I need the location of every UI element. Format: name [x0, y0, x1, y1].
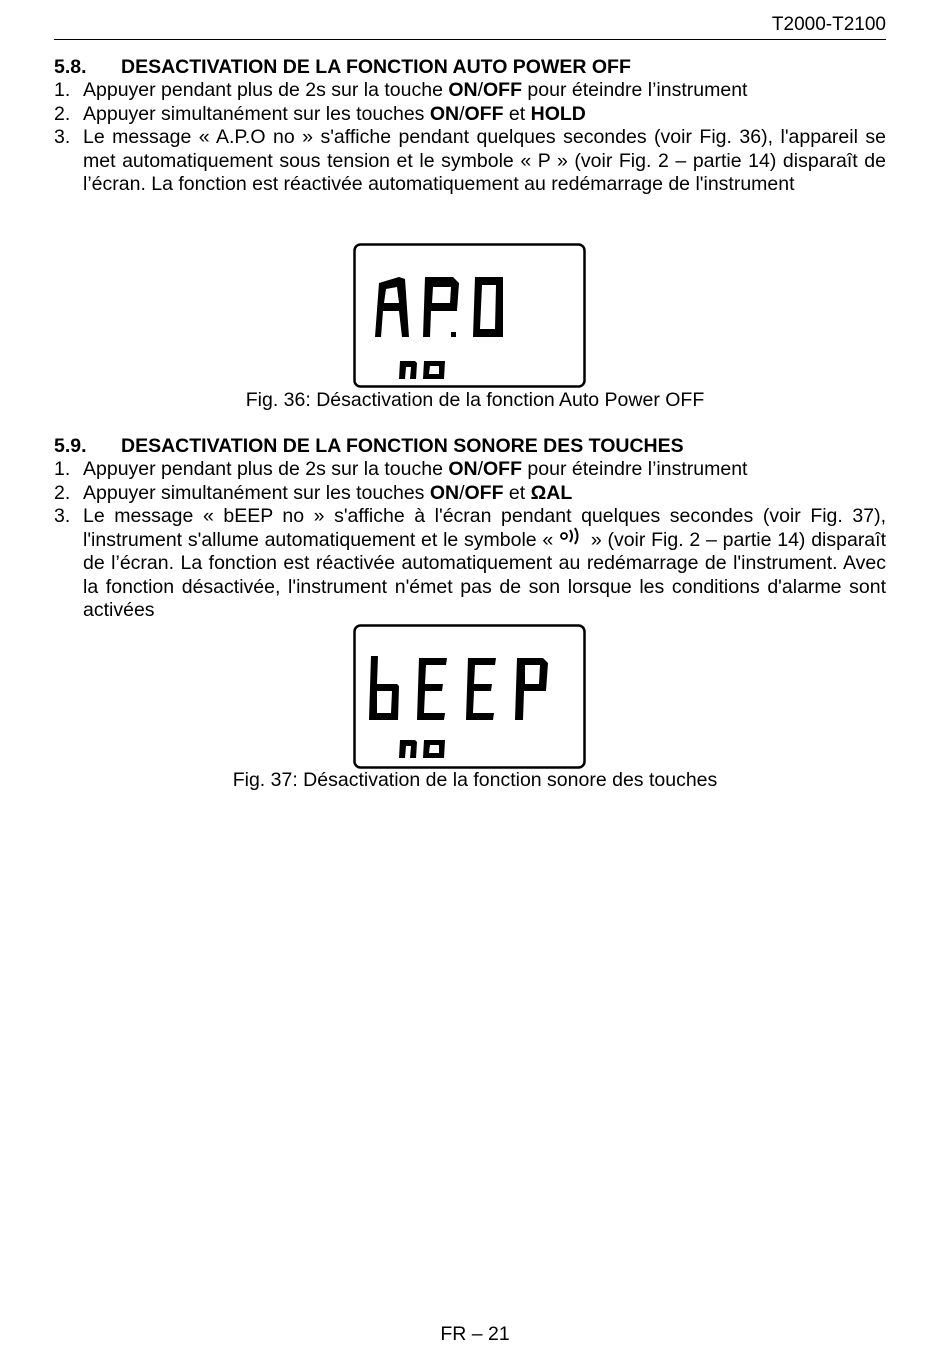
item-text: Appuyer simultanément sur les touches [83, 481, 430, 504]
document-reference: T2000-T2100 [771, 14, 886, 35]
list-item [54, 505, 886, 623]
section-5-8 [54, 55, 886, 197]
list-item [54, 458, 886, 482]
key-on: ON [429, 481, 460, 504]
item-text: et [503, 102, 531, 125]
item-text: » (voir Fig. 2 – partie 14) disparaît de l’écran. La fonction est réactivée automatiquement au redémarrage de l'instrument. Avec la fonction désactivée, l'instrument n'émet pas de son lorsque les conditions d'alarme sont activées [83, 528, 886, 621]
item-text: Appuyer simultanément sur les touches [83, 102, 430, 125]
section-5-9 [54, 434, 886, 623]
figure-caption-37: Fig. 37: Désactivation de la fonction sonore des touches [232, 769, 718, 791]
section-heading: DESACTIVATION DE LA FONCTION AUTO POWER OFF [121, 56, 631, 78]
key-ohm-al: ΩAL [530, 481, 573, 504]
section-number: 5.8. [54, 56, 87, 78]
item-text: et [503, 481, 531, 504]
key-on: ON [448, 79, 478, 101]
list-item [54, 482, 886, 506]
lcd-display-beep [353, 624, 586, 769]
instruction-list [54, 458, 886, 623]
item-text: Le message « A.P.O no » s'affiche pendant quelques secondes (voir Fig. 36), l'appareil se met automatiquement sous tension et le symbole « P » (voir Fig. 2 – partie 14) disparaît de l’écran. La fonction est réactivée automatiquement au redémarrage de l'instrument [83, 126, 886, 195]
separator: / [459, 102, 465, 125]
item-text: Appuyer pendant plus de 2s sur la touche [83, 79, 449, 101]
section-title [54, 434, 886, 458]
item-text: pour éteindre l’instrument [522, 458, 748, 480]
section-number: 5.9. [54, 435, 87, 457]
item-number: 1. [54, 458, 71, 480]
item-number: 2. [54, 102, 71, 125]
item-number: 3. [54, 505, 71, 527]
list-item [54, 79, 886, 103]
separator: / [477, 79, 484, 101]
list-item [54, 103, 886, 127]
list-item [54, 126, 886, 197]
buzzer-icon [559, 526, 585, 548]
lcd-frame [355, 245, 585, 387]
key-hold: HOLD [530, 102, 586, 125]
key-off: OFF [483, 79, 523, 101]
item-text: Appuyer pendant plus de 2s sur la touche [83, 458, 449, 480]
section-heading: DESACTIVATION DE LA FONCTION SONORE DES TOUCHES [121, 435, 684, 457]
document-header [54, 14, 886, 40]
separator: / [477, 458, 484, 480]
key-on: ON [429, 102, 460, 125]
figure-caption-36: Fig. 36: Désactivation de la fonction Auto Power OFF [245, 389, 705, 411]
key-off: OFF [483, 458, 523, 480]
key-off: OFF [464, 102, 504, 125]
separator: / [459, 481, 465, 504]
key-off: OFF [464, 481, 504, 504]
lcd-display-apo [353, 243, 586, 388]
item-text: Le message « bEEP no » s'affiche à l'écran pendant quelques secondes (voir Fig. 37), l'instrument s'allume automatiquement et le symbole « [83, 505, 886, 551]
item-number: 1. [54, 79, 71, 101]
instruction-list [54, 79, 886, 197]
key-on: ON [448, 458, 478, 480]
page-number: FR – 21 [440, 1323, 510, 1345]
item-text: pour éteindre l’instrument [522, 79, 748, 101]
item-number: 2. [54, 481, 71, 504]
section-title [54, 55, 886, 79]
item-number: 3. [54, 126, 71, 148]
